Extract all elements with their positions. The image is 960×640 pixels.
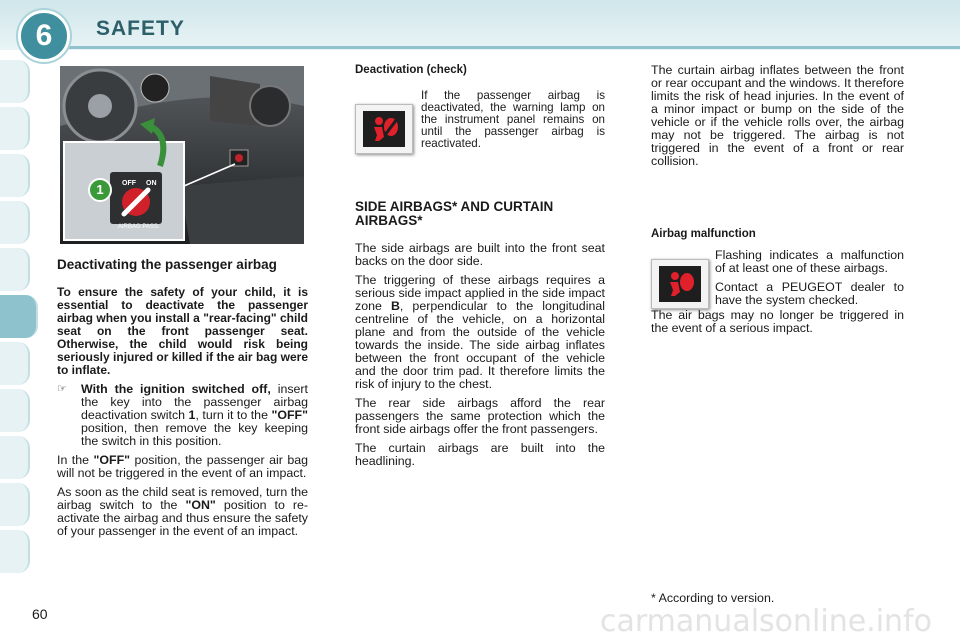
chapter-tabs [0, 60, 30, 580]
switch-on-label: ON [146, 180, 157, 187]
section-heading: Deactivating the passenger airbag [57, 257, 277, 272]
text-fragment: As soon as the child seat is removed, turn the airbag switch to the [57, 485, 308, 512]
deactivation-heading: Deactivation (check) [355, 64, 467, 76]
child-seat-warning: To ensure the safety of your child, it is essential to deactivate the passenger airbag when you install a "rear-facing" child seat on the front passenger seat. Otherwise, the child would risk being seriously injured or killed if the air bag were to inflate. [57, 285, 308, 377]
header-rule [60, 46, 960, 49]
column-middle [355, 64, 605, 474]
malfunction-text-3: The air bags may no longer be triggered in the event of a serious impact. [651, 308, 904, 335]
bullet-part3: position, then remove the key keeping the switch in this position. [81, 421, 308, 448]
malfunction-block [651, 249, 904, 309]
text-fragment: position to re-activate the airbag and thus ensure the safety of your passenger in the event of an impact. [57, 498, 308, 538]
text-fragment: In the [57, 453, 90, 467]
hand-pointer-icon: ☞ [57, 383, 67, 395]
dashboard-illustration [60, 66, 304, 244]
switch-off-label: OFF [122, 180, 136, 187]
side-airbags-p2 [355, 274, 605, 391]
side-airbags-p1: The side airbags are built into the front seat backs on the door side. [355, 241, 605, 268]
off-label: "OFF" [93, 453, 131, 467]
chapter-tab[interactable] [0, 436, 30, 479]
chapter-tab[interactable] [0, 107, 30, 150]
bullet-part1: insert the key into the passenger airbag deactivation switch [81, 382, 308, 422]
text-fragment: , perpendicular to the longitudinal centreline of the vehicle, on a horizontal plane and from the outside of the vehicle towards the inside. The side airbag inflates between the front occupant of the vehicle and the door trim pad. It therefore limits the risk of injury to the chest. [355, 299, 605, 391]
column-left [57, 258, 308, 544]
curtain-airbag-paragraph: The curtain airbag inflates between the front or rear occupant and the windows. It therefore limits the risk of head injuries. In the event of a minor impact or bump on the side of the vehicle or if the vehicle rolls over, the airbag may not be triggered. The airbag is not triggered in the event of a front or rear collision. [651, 63, 904, 168]
deactivation-text: If the passenger airbag is deactivated, the warning lamp on the instrument panel remains on until the passenger airbag is reactivated. [421, 89, 605, 150]
page-title: SAFETY [96, 17, 185, 40]
chapter-tab[interactable] [0, 154, 30, 197]
off-label: "OFF" [271, 408, 308, 422]
chapter-tab[interactable] [0, 530, 30, 573]
chapter-tab[interactable] [0, 248, 30, 291]
switch-caption: AIRBAG PASS. [118, 224, 160, 230]
malfunction-text-2: Contact a PEUGEOT dealer to have the system checked. [715, 280, 904, 307]
reactivate-paragraph [57, 486, 308, 538]
side-airbags-p3: The rear side airbags afford the rear passengers the same protection which the front side airbags offer the front passengers. [355, 396, 605, 436]
switch-badge: 1 [88, 178, 112, 202]
chapter-tab[interactable] [0, 60, 30, 103]
chapter-tab-active[interactable] [0, 295, 38, 338]
chapter-tab[interactable] [0, 483, 30, 526]
bullet-part2: , turn it to the [195, 408, 268, 422]
chapter-tab[interactable] [0, 389, 30, 432]
on-label: "ON" [185, 498, 216, 512]
bullet-text [81, 383, 308, 448]
chapter-number: 6 [18, 10, 70, 62]
column-right [651, 64, 904, 341]
side-airbags-p4: The curtain airbags are built into the headlining. [355, 441, 605, 468]
deactivation-block [355, 90, 605, 154]
side-airbags-heading: SIDE AIRBAGS* AND CURTAIN AIRBAGS* [355, 199, 554, 228]
off-position-paragraph [57, 454, 308, 480]
footnote: * According to version. [651, 591, 775, 605]
malfunction-heading: Airbag malfunction [651, 228, 756, 240]
bullet-lead: With the ignition switched off, [81, 382, 271, 396]
airbag-warning-lamp-icon [651, 259, 709, 309]
airbag-off-warning-lamp-icon [355, 104, 413, 154]
airbag-switch-photo [60, 66, 304, 244]
switch-number: 1 [188, 408, 196, 422]
text-fragment: position, the passenger air bag will not be triggered in the event of an impact. [57, 453, 308, 480]
zone-label: B [390, 299, 400, 313]
text-fragment: The triggering of these airbags requires a serious side impact applied in the side impact zone [355, 273, 605, 313]
watermark: carmanualsonline.info [600, 604, 932, 639]
chapter-tab[interactable] [0, 201, 30, 244]
instruction-bullet [57, 383, 308, 448]
chapter-tab[interactable] [0, 342, 30, 385]
malfunction-text-1: Flashing indicates a malfunction of at least one of these airbags. [715, 248, 904, 275]
page-number: 60 [32, 606, 48, 622]
